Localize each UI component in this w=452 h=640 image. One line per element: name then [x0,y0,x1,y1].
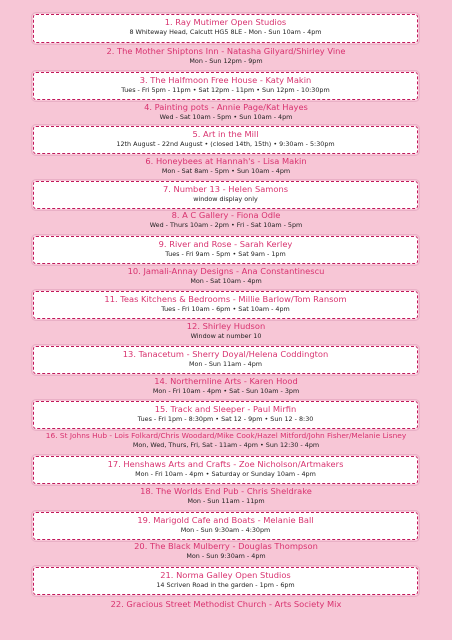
entry-detail: Tues - Fri 1pm - 8:30pm • Sat 12 - 9pm • Sun 12 - 8:30 [137,415,314,423]
entry-title: 1. Ray Mutimer Open Studios [164,17,287,27]
entry-title: 3. The Halfmoon Free House - Katy Makin [139,75,312,85]
entry-detail: Mon - Sat 8am - 5pm • Sun 10am - 4pm [161,167,291,175]
list-item [0,541,452,567]
list-item [33,567,418,595]
entry-detail: Mon - Fri 10am - 4pm • Sat - Sun 10am - 3pm [152,387,300,395]
list-item [33,456,418,484]
entry-detail: Mon - Sat 10am - 4pm [190,277,262,285]
entry-title: 6. Honeybees at Hannah's - Lisa Makin [145,156,307,166]
list-item [0,430,452,456]
entry-title: 18. The Worlds End Pub - Chris Sheldrake [140,486,312,496]
list-item [33,181,418,209]
entry-detail: window display only [193,195,258,203]
list-item [33,14,418,43]
list-item [33,401,418,429]
entry-detail: Mon - Sun 11am - 4pm [188,360,263,368]
list-item [33,291,418,319]
list-item [33,346,418,374]
entry-detail: Wed - Sat 10am - 5pm • Sun 10am - 4pm [159,113,293,121]
list-item [33,236,418,264]
entry-detail: Mon - Fri 10am - 4pm • Saturday or Sunday 10am - 4pm [135,470,316,478]
entry-title: 14. Northernline Arts - Karen Hood [154,376,298,386]
list-item [33,126,418,154]
entry-title: 21. Norma Galley Open Studios [160,570,291,580]
list-item [0,599,452,615]
entry-detail: Tues - Fri 10am - 6pm • Sat 10am - 4pm [161,305,290,313]
list-item [0,156,452,182]
entry-title: 10. Jamali-Annay Designs - Ana Constantinescu [127,266,325,276]
entry-detail: 14 Scriven Road in the garden - 1pm - 6pm [156,581,295,589]
entry-detail: 12th August - 22nd August • (closed 14th, 15th) • 9:30am - 5:30pm [116,140,335,148]
list-item [0,486,452,512]
list-item [0,321,452,347]
list-item [0,376,452,402]
entry-title: 12. Shirley Hudson [186,321,266,331]
entry-detail: Window at number 10 [190,332,262,340]
entry-title: 2. The Mother Shiptons Inn - Natasha Gilyard/Shirley Vine [106,46,346,56]
entry-title: 4. Painting pots - Annie Page/Kat Hayes [144,102,308,112]
entry-title: 11. Teas Kitchens & Bedrooms - Millie Barlow/Tom Ransom [104,294,347,304]
entry-detail: Mon - Sun 9:30am - 4:30pm [180,526,271,534]
entry-title: 22. Gracious Street Methodist Church - Arts Society Mix [110,599,342,609]
entry-title: 5. Art in the Mill [192,129,259,139]
list-item [0,102,452,128]
entry-title: 9. River and Rose - Sarah Kerley [158,239,293,249]
entry-detail: Mon - Sun 9:30am - 4pm [186,552,266,560]
entry-detail: Mon - Sun 12pm - 9pm [189,57,263,65]
entry-detail: Mon, Wed, Thurs, Fri, Sat - 11am - 4pm • Sun 12:30 - 4pm [132,441,320,449]
list-item [0,210,452,236]
entry-title: 16. St Johns Hub - Lois Folkard/Chris Woodard/Mike Cook/Hazel Mitford/John Fisher/Melanie Lisney [45,431,407,440]
list-item [0,266,452,292]
entry-detail: Wed - Thurs 10am - 2pm • Fri - Sat 10am - 5pm [149,221,303,229]
list-item [33,512,418,540]
entry-title: 7. Number 13 - Helen Samons [162,184,289,194]
entry-detail: Mon - Sun 11am - 11pm [187,497,265,505]
list-item [0,46,452,72]
list-item [33,72,418,100]
entry-detail: Tues - Fri 5pm - 11pm • Sat 12pm - 11pm • Sun 12pm - 10:30pm [121,86,330,94]
entry-title: 17. Henshaws Arts and Crafts - Zoe Nicholson/Artmakers [107,459,344,469]
entry-title: 20. The Black Mulberry - Douglas Thompson [134,541,318,551]
entry-title: 13. Tanacetum - Sherry Doyal/Helena Coddington [122,349,329,359]
entry-title: 8. A C Gallery - Fiona Odle [171,210,281,220]
entry-detail: 8 Whiteway Head, Calcutt HG5 8LE - Mon - Sun 10am - 4pm [129,28,322,36]
entry-title: 15. Track and Sleeper - Paul Mirfin [154,404,297,414]
entry-detail: Tues - Fri 9am - 5pm • Sat 9am - 1pm [165,250,286,258]
entry-title: 19. Marigold Cafe and Boats - Melanie Ball [137,515,314,525]
